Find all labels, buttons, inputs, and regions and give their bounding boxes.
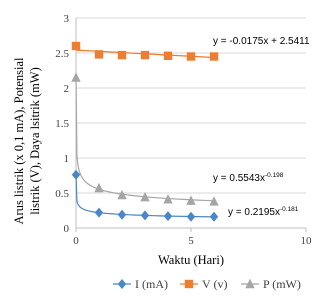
trendline-equation-3: $y = 0.5543x^{-0.198}$	[213, 172, 284, 184]
legend-label-2: V (v)	[202, 277, 228, 291]
y-axis-title-line-1: Arus listrik (x 0,1 mA), Potensial	[12, 57, 26, 225]
trendline-equation-2: y = -0.0175x + 2.5411	[213, 36, 310, 47]
y-tick-label: 0	[63, 223, 69, 235]
x-tick-label: 0	[73, 235, 79, 247]
y-tick-label: 2	[63, 83, 69, 95]
trendline-equations	[213, 36, 310, 218]
data-point-series-1	[95, 208, 103, 218]
data-point-series-1	[141, 210, 149, 220]
y-axis-title-group	[12, 57, 42, 225]
y-tick-label: 0.5	[55, 188, 69, 200]
data-point-series-2	[141, 51, 149, 59]
trendline-equation-1: $y = 0.2195x^{-0.181}$	[228, 206, 299, 218]
data-point-series-2	[72, 42, 80, 50]
y-tick-label: 1	[63, 153, 69, 165]
data-point-series-2	[187, 52, 195, 60]
data-point-series-2	[95, 50, 103, 58]
data-point-series-1	[210, 212, 218, 222]
y-axis-title-line-2: listrik (V), Daya lsitrik (mW)	[28, 67, 42, 215]
data-point-series-1	[187, 212, 195, 222]
legend-marker-2	[185, 280, 193, 288]
data-point-series-1	[118, 210, 126, 220]
y-tick-label: 3	[63, 13, 69, 25]
data-point-series-2	[210, 52, 218, 60]
data-point-series-3	[71, 72, 80, 81]
x-tick-label: 10	[300, 235, 312, 247]
data-point-series-2	[164, 52, 172, 60]
legend-label-3: P (mW)	[263, 277, 301, 291]
trendline-3	[76, 78, 214, 201]
legend	[113, 277, 301, 291]
data-point-series-2	[118, 51, 126, 59]
markers	[71, 42, 218, 222]
y-tick-label: 1.5	[55, 118, 69, 130]
legend-marker-1	[118, 279, 126, 289]
x-tick-label: 5	[188, 235, 194, 247]
data-point-series-1	[164, 211, 172, 221]
legend-label-1: I (mA)	[135, 277, 168, 291]
x-axis-title: Waktu (Hari)	[158, 253, 224, 267]
y-tick-label: 2.5	[55, 48, 69, 60]
